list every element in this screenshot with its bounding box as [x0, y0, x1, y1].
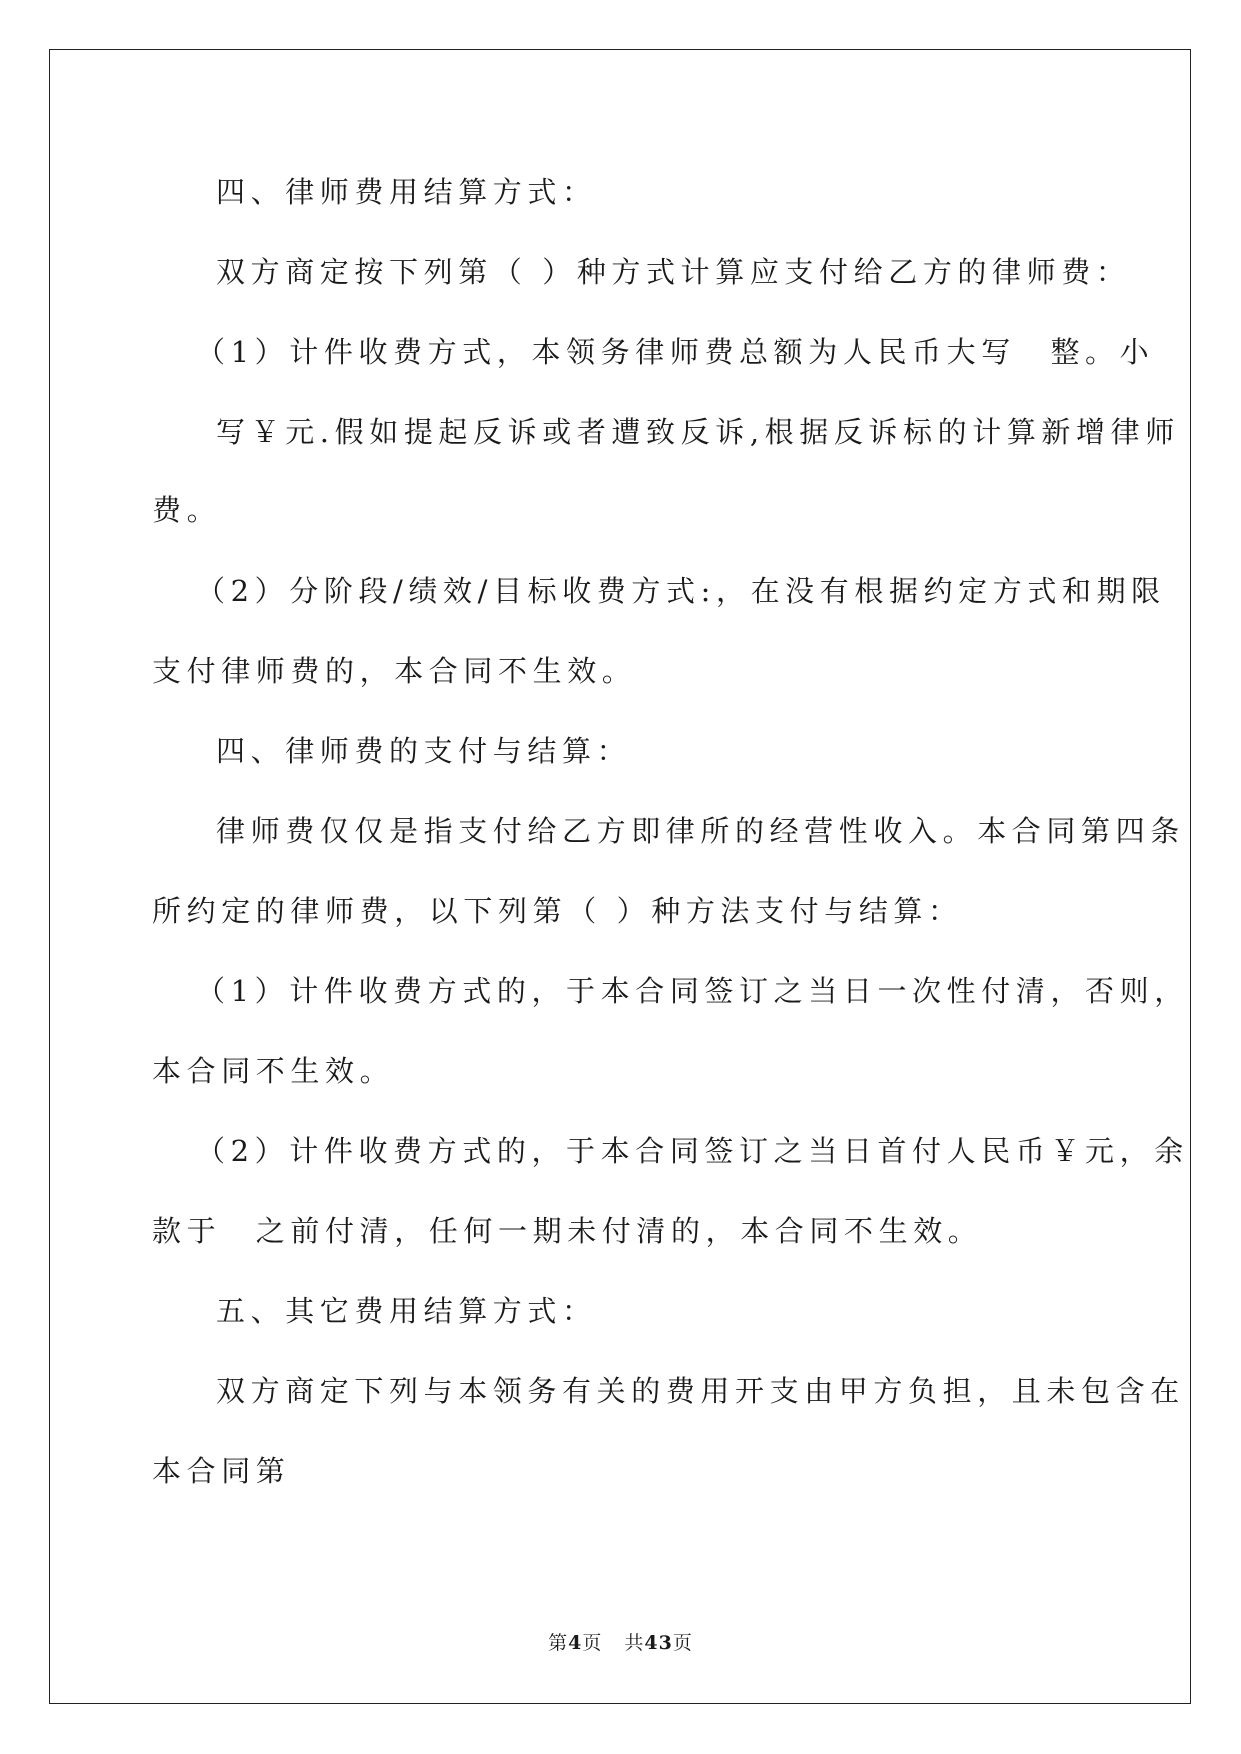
paragraph-line: 本合同不生效。	[152, 1054, 395, 1088]
paragraph-line: 费。	[152, 493, 222, 527]
paragraph-line: 支付律师费的，本合同不生效。	[152, 654, 637, 688]
section-heading: 四、律师费的支付与结算：	[216, 734, 632, 768]
paragraph-line: 所约定的律师费，以下列第（ ）种方法支付与结算：	[152, 894, 963, 928]
current-page-number: 4	[568, 1632, 583, 1654]
paragraph-line: 双方商定按下列第（ ）种方式计算应支付给乙方的律师费：	[216, 255, 1131, 289]
paragraph-line: （2）计件收费方式的，于本合同签订之当日首付人民币￥元，余	[196, 1134, 1189, 1168]
footer-total-prefix: 共	[624, 1632, 645, 1654]
page-footer	[0, 1628, 1241, 1655]
footer-total-label: 页	[672, 1632, 693, 1654]
paragraph-line: 写￥元.假如提起反诉或者遭致反诉,根据反诉标的计算新增律师	[216, 415, 1180, 449]
section-heading: 四、律师费用结算方式：	[216, 175, 597, 209]
paragraph-line: （1）计件收费方式的，于本合同签订之当日一次性付清，否则，	[196, 974, 1189, 1008]
paragraph-line: （1）计件收费方式，本领务律师费总额为人民币大写 整。小	[196, 335, 1155, 369]
paragraph-line: 双方商定下列与本领务有关的费用开支由甲方负担，且未包含在	[216, 1374, 1185, 1408]
footer-prefix: 第	[548, 1632, 569, 1654]
paragraph-line: 律师费仅仅是指支付给乙方即律所的经营性收入。本合同第四条	[216, 814, 1185, 848]
footer-page-label: 页	[582, 1632, 603, 1654]
paragraph-line: 本合同第	[152, 1454, 291, 1488]
paragraph-line: 款于 之前付清，任何一期未付清的，本合同不生效。	[152, 1214, 983, 1248]
paragraph-line: （2）分阶段/绩效/目标收费方式:，在没有根据约定方式和期限	[196, 574, 1166, 608]
total-page-count: 43	[644, 1632, 673, 1654]
section-heading: 五、其它费用结算方式：	[216, 1294, 597, 1328]
